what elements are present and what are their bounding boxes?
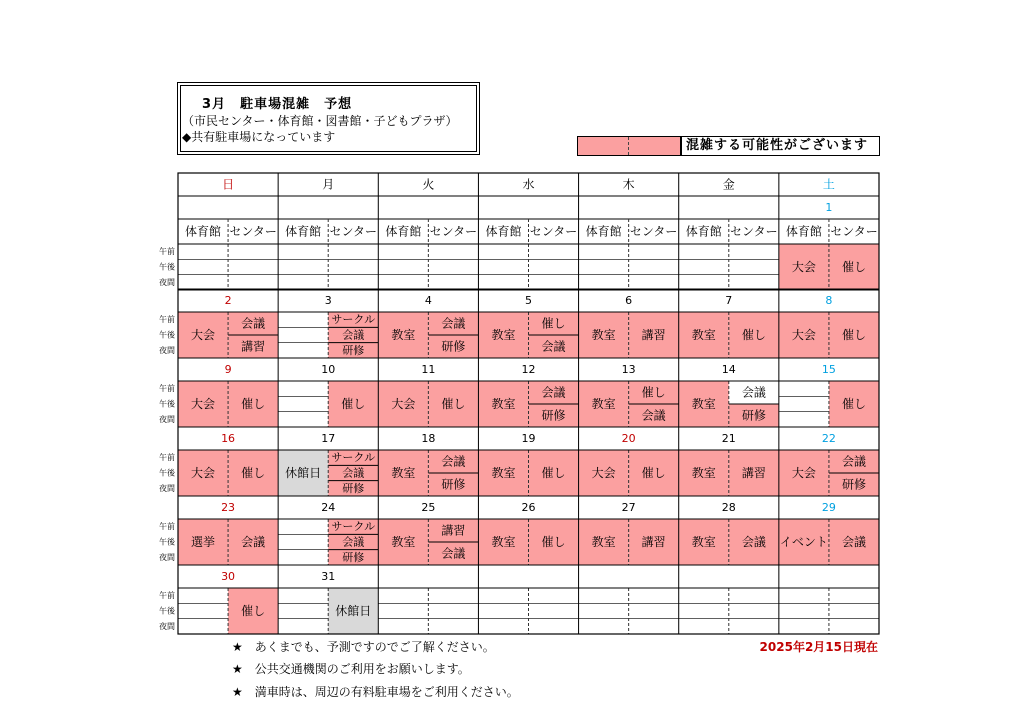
gym-event: 教室	[691, 535, 716, 549]
day-number: 2	[224, 294, 232, 307]
period-label: 夜間	[159, 414, 175, 424]
sub-header-gym: 体育館	[785, 224, 822, 239]
month-label: 3月	[202, 97, 227, 112]
center-event: 研修	[342, 343, 365, 357]
center-event: 催し	[841, 260, 866, 274]
gym-event: 教室	[691, 328, 716, 342]
period-label: 夜間	[159, 621, 175, 631]
center-event: 催し	[241, 397, 266, 411]
period-label: 午後	[159, 330, 175, 340]
day-number: 9	[224, 363, 232, 376]
period-label: 午前	[159, 384, 175, 394]
sub-header-gym: 体育館	[385, 224, 422, 239]
center-event: 研修	[541, 408, 566, 423]
period-label: 午後	[159, 537, 175, 547]
day-number: 18	[421, 432, 436, 445]
gym-event: 大会	[791, 328, 816, 342]
legend-label: 混雑する可能性がございます	[686, 138, 869, 153]
period-label: 夜間	[159, 552, 175, 562]
center-event: 催し	[541, 466, 566, 480]
sub-header-gym: 体育館	[485, 224, 522, 239]
center-event: 会議	[342, 535, 365, 549]
day-number: 14	[721, 363, 736, 376]
as-of-date: 2025年2月15日現在	[759, 640, 878, 654]
shared-parking-note: ◆共有駐車場になっています	[182, 130, 336, 144]
footer-note-2: ★ 公共交通機関のご利用をお願いします。	[232, 662, 470, 676]
day-number: 17	[321, 432, 336, 445]
sub-header-center: センター	[730, 224, 778, 239]
center-event: 会議	[741, 535, 766, 549]
day-number: 4	[424, 294, 432, 307]
gym-event: 大会	[191, 397, 216, 411]
center-event: 研修	[841, 477, 866, 492]
period-label: 午前	[159, 453, 175, 463]
gym-event: 教室	[391, 466, 416, 480]
gym-event: 教室	[391, 328, 416, 342]
day-number: 10	[321, 363, 336, 376]
day-number: 16	[221, 432, 236, 445]
period-label: 午前	[159, 247, 175, 257]
day-number: 6	[625, 294, 633, 307]
gym-event: 大会	[191, 328, 216, 342]
center-event: 講習	[241, 339, 266, 354]
day-number: 20	[621, 432, 636, 445]
center-event: 会議	[241, 535, 266, 549]
period-label: 夜間	[159, 483, 175, 493]
sub-header-gym: 体育館	[685, 224, 722, 239]
day-number: 13	[621, 363, 636, 376]
center-event: 会議	[741, 385, 766, 400]
center-event: 催し	[641, 385, 666, 400]
day-number: 24	[321, 501, 336, 514]
sub-header-center: センター	[429, 224, 478, 239]
weekday-header-3: 水	[522, 177, 535, 192]
center-event: 催し	[841, 328, 866, 342]
day-number: 21	[721, 432, 736, 445]
gym-event: 選挙	[191, 535, 216, 549]
center-event: 会議	[841, 454, 866, 469]
center-event: 会議	[342, 466, 365, 480]
center-event: 会議	[541, 339, 566, 354]
center-event: 会議	[641, 408, 666, 423]
center-event: 会議	[841, 535, 866, 549]
day-number: 19	[521, 432, 536, 445]
period-label: 午後	[159, 468, 175, 478]
gym-event: 教室	[491, 466, 516, 480]
center-event: 講習	[741, 466, 766, 480]
sub-header-gym: 体育館	[285, 224, 322, 239]
center-event: 研修	[342, 481, 365, 495]
period-label: 午前	[159, 591, 175, 601]
center-event: 研修	[342, 550, 365, 564]
center-event: 研修	[441, 477, 466, 492]
center-event: 研修	[441, 339, 466, 354]
center-event: 会議	[541, 385, 566, 400]
weekday-header-0: 日	[222, 177, 235, 192]
period-label: 午後	[159, 262, 175, 272]
day-number: 11	[421, 363, 436, 376]
sub-header-center: センター	[529, 224, 578, 239]
day-number: 25	[421, 501, 436, 514]
facilities-label: （市民センター・体育館・図書館・子どもプラザ）	[182, 114, 458, 128]
weekday-header-1: 月	[322, 177, 335, 192]
center-event: 講習	[641, 328, 666, 342]
day-number: 23	[221, 501, 236, 514]
day-number: 28	[721, 501, 736, 514]
center-event: 催し	[241, 466, 266, 480]
day-number: 26	[521, 501, 536, 514]
center-event: 催し	[641, 466, 666, 480]
gym-event: イベント	[779, 535, 828, 549]
footer-note-1: ★ あくまでも、予測ですのでご了解ください。	[232, 640, 495, 654]
period-label: 午前	[159, 522, 175, 532]
gym-event: 休館日	[285, 466, 322, 480]
center-event: 催し	[341, 397, 366, 411]
center-event: 会議	[342, 328, 365, 342]
footer-note-3: ★ 満車時は、周辺の有料駐車場をご利用ください。	[232, 685, 519, 699]
day-number: 31	[321, 570, 336, 583]
center-event: サークル	[331, 520, 376, 534]
period-label: 夜間	[159, 345, 175, 355]
center-event: 休館日	[335, 604, 372, 618]
center-event: 催し	[841, 397, 866, 411]
day-number: 30	[221, 570, 236, 583]
center-event: 催し	[241, 604, 266, 618]
day-number: 22	[821, 432, 836, 445]
gym-event: 教室	[591, 397, 616, 411]
center-event: 会議	[441, 454, 466, 469]
sub-header-center: センター	[329, 224, 378, 239]
gym-event: 教室	[591, 535, 616, 549]
weekday-header-2: 火	[422, 177, 435, 192]
day-number: 3	[324, 294, 332, 307]
period-label: 午前	[159, 315, 175, 325]
period-label: 夜間	[159, 277, 175, 287]
center-event: 講習	[641, 535, 666, 549]
sub-header-center: センター	[830, 224, 878, 239]
gym-event: 教室	[491, 397, 516, 411]
day-number: 7	[725, 294, 733, 307]
center-event: 催し	[441, 397, 466, 411]
gym-event: 教室	[691, 466, 716, 480]
sub-header-center: センター	[629, 224, 678, 239]
gym-event: 教室	[691, 397, 716, 411]
gym-event: 教室	[491, 535, 516, 549]
center-event: 催し	[741, 328, 766, 342]
center-event: 催し	[541, 535, 566, 549]
day-number: 15	[821, 363, 836, 376]
day-number: 8	[825, 294, 833, 307]
day-number: 12	[521, 363, 536, 376]
center-event: 催し	[541, 316, 566, 331]
center-event: 研修	[741, 408, 766, 423]
title-label: 駐車場混雑 予想	[240, 97, 353, 112]
gym-event: 教室	[491, 328, 516, 342]
center-event: サークル	[331, 451, 376, 465]
gym-event: 教室	[391, 535, 416, 549]
gym-event: 大会	[591, 466, 616, 480]
weekday-header-4: 木	[622, 177, 635, 192]
center-event: 会議	[241, 316, 266, 331]
center-event: サークル	[331, 313, 376, 327]
center-event: 会議	[441, 316, 466, 331]
gym-event: 教室	[591, 328, 616, 342]
gym-event: 大会	[791, 260, 816, 274]
sub-header-center: センター	[229, 224, 277, 239]
weekday-header-5: 金	[722, 177, 735, 192]
gym-event: 大会	[191, 466, 216, 480]
weekday-header-6: 土	[822, 177, 835, 192]
center-event: 会議	[441, 546, 466, 561]
period-label: 午後	[159, 606, 175, 616]
day-number: 1	[825, 201, 833, 214]
sub-header-gym: 体育館	[585, 224, 622, 239]
day-number: 29	[821, 501, 836, 514]
gym-event: 大会	[391, 397, 416, 411]
day-number: 5	[525, 294, 532, 307]
day-number: 27	[621, 501, 636, 514]
center-event: 講習	[441, 523, 466, 538]
period-label: 午後	[159, 399, 175, 409]
sub-header-gym: 体育館	[185, 224, 222, 239]
gym-event: 大会	[791, 466, 816, 480]
